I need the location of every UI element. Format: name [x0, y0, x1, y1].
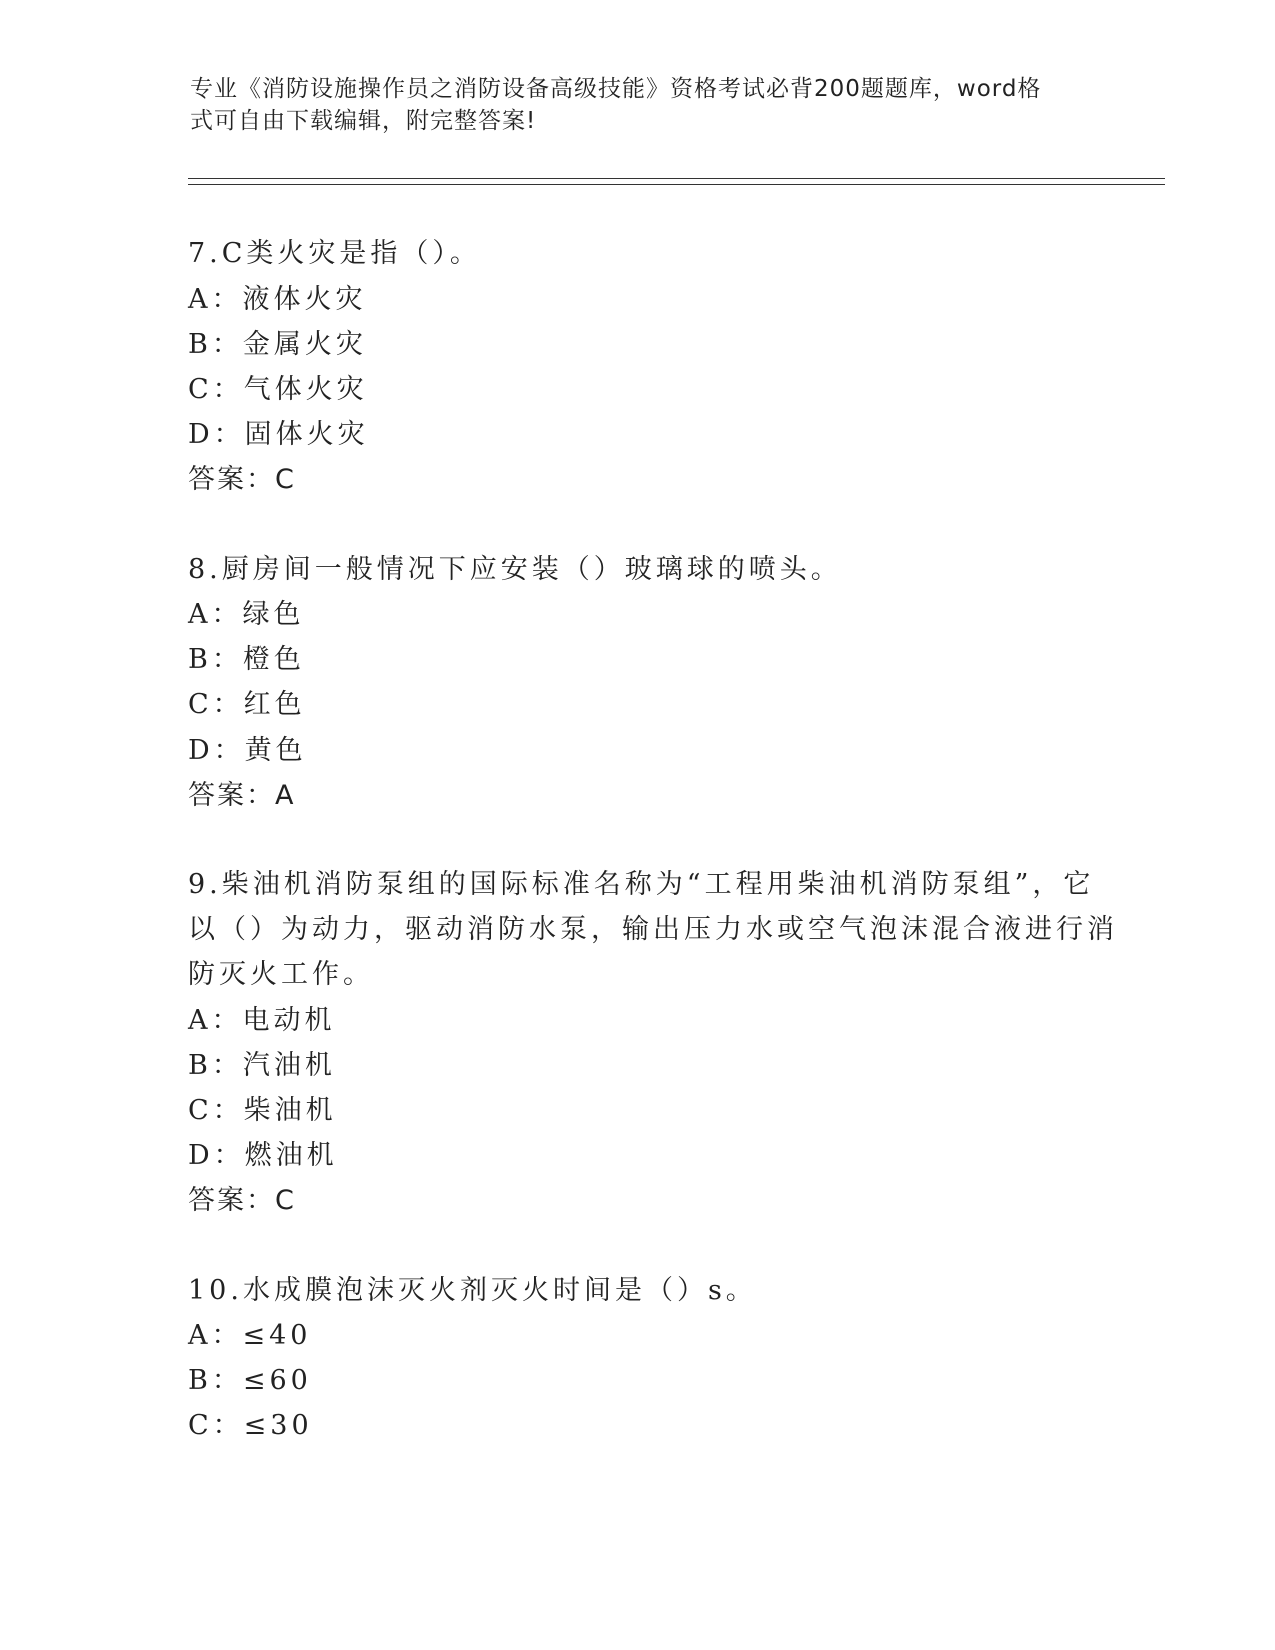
header-line-2: 式可自由下载编辑，附完整答案! [190, 108, 537, 134]
option-key: B： [188, 644, 243, 675]
question-8-option-a [188, 597, 305, 633]
option-text: 黄色 [244, 735, 307, 766]
question-7-answer: 答案：C [188, 464, 296, 495]
option-key: A： [188, 1005, 243, 1036]
option-key: A： [188, 1320, 243, 1351]
option-text: 燃油机 [244, 1140, 338, 1171]
option-text: 红色 [243, 689, 306, 720]
question-8-stem: 8.厨房间一般情况下应安装（）玻璃球的喷头。 [188, 554, 842, 585]
option-text: 柴油机 [243, 1095, 337, 1126]
question-9-option-d [188, 1138, 338, 1174]
question-10-option-a [188, 1318, 311, 1354]
question-9-stem-line-1: 9.柴油机消防泵组的国际标准名称为“工程用柴油机消防泵组”，它 [188, 869, 1095, 900]
question-8-option-d [188, 733, 307, 769]
question-9-stem-line-2: 以（）为动力，驱动消防水泵，输出压力水或空气泡沫混合液进行消 [188, 914, 1118, 945]
header-divider-bottom [188, 184, 1165, 185]
option-key: D： [188, 1140, 245, 1171]
option-key: C： [188, 374, 244, 405]
option-key: B： [188, 1365, 243, 1396]
question-9-option-b [188, 1048, 336, 1084]
option-text: 液体火灾 [242, 284, 367, 315]
document-header [190, 73, 1090, 137]
question-7-stem: 7.C类火灾是指（）。 [188, 238, 481, 269]
option-text: ≤40 [242, 1320, 312, 1351]
question-8-answer: 答案：A [188, 780, 296, 811]
option-text: 固体火灾 [244, 419, 369, 450]
option-text: 橙色 [242, 644, 305, 675]
header-divider-top [188, 178, 1165, 179]
question-9-stem-line-3: 防灭火工作。 [188, 959, 374, 990]
option-text: 气体火灾 [243, 374, 368, 405]
question-7-option-d [188, 417, 369, 453]
option-key: B： [188, 1050, 243, 1081]
option-text: 绿色 [242, 599, 305, 630]
question-10-option-c [188, 1408, 313, 1444]
question-10-option-b [188, 1363, 312, 1399]
option-key: A： [188, 284, 243, 315]
option-key: C： [188, 689, 244, 720]
option-text: 汽油机 [242, 1050, 336, 1081]
option-text: 金属火灾 [242, 329, 367, 360]
question-10-stem: 10.水成膜泡沫灭火剂灭火时间是（）s。 [188, 1275, 757, 1306]
question-8-option-b [188, 642, 305, 678]
option-key: C： [188, 1410, 244, 1441]
option-key: A： [188, 599, 243, 630]
question-7-option-b [188, 327, 367, 363]
option-key: C： [188, 1095, 244, 1126]
option-key: B： [188, 329, 243, 360]
question-8-option-c [188, 687, 306, 723]
option-text: ≤30 [243, 1410, 313, 1441]
option-key: D： [188, 735, 245, 766]
option-text: 电动机 [242, 1005, 336, 1036]
question-9-answer: 答案：C [188, 1185, 296, 1216]
option-text: ≤60 [242, 1365, 312, 1396]
question-9-option-a [188, 1003, 336, 1039]
header-line-1: 专业《消防设施操作员之消防设备高级技能》资格考试必背200题题库，word格 [190, 76, 1042, 102]
question-7-option-c [188, 372, 368, 408]
option-key: D： [188, 419, 245, 450]
question-9-option-c [188, 1093, 337, 1129]
question-7-option-a [188, 282, 367, 318]
